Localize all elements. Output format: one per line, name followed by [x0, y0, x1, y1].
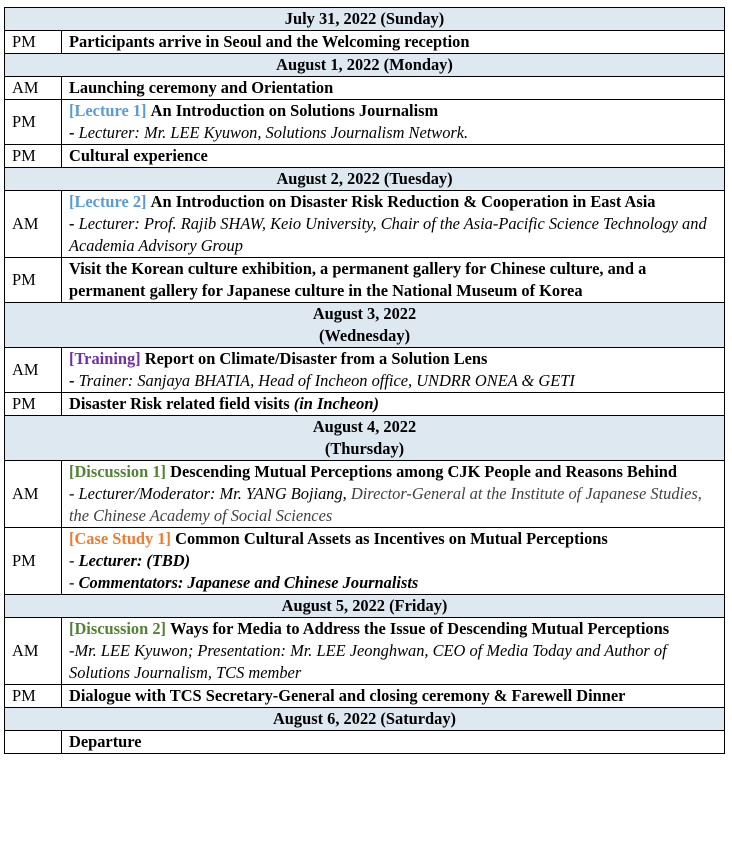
event-detail: Lecturer: Prof. Rajib SHAW, Keio University, Chair of the Asia-Pacific Science Technology and Academia Advisory Group: [69, 214, 707, 255]
time-cell: PM: [5, 528, 62, 595]
session-tag: [Discussion 2]: [69, 619, 166, 638]
schedule-row: [5, 731, 725, 754]
time-cell: PM: [5, 100, 62, 145]
session-tag: [Lecture 2]: [69, 192, 147, 211]
event-detail-affiliation: Director-General at the Institute of Japanese Studies, the Chinese Academy of Social Sciences: [69, 484, 702, 525]
day-header: [5, 168, 725, 191]
day-header: [5, 416, 725, 461]
time-cell: [5, 731, 62, 754]
event-title: An Introduction on Solutions Journalism: [150, 101, 439, 120]
schedule-row: [5, 145, 725, 168]
event-cell: [62, 618, 725, 685]
event-title: Dialogue with TCS Secretary-General and closing ceremony & Farewell Dinner: [62, 685, 725, 708]
event-title: Ways for Media to Address the Issue of Descending Mutual Perceptions: [170, 619, 670, 638]
event-detail: Lecturer: (TBD): [78, 551, 191, 570]
event-detail: -Mr. LEE Kyuwon; Presentation: Mr. LEE Jeonghwan, CEO of Media Today and Author of Solutions Journalism, TCS member: [69, 641, 667, 682]
event-title: Launching ceremony and Orientation: [62, 77, 725, 100]
schedule-row: [5, 100, 725, 145]
time-cell: AM: [5, 77, 62, 100]
event-note: (in Incheon): [293, 394, 379, 413]
schedule-row: [5, 258, 725, 303]
schedule-table: [4, 7, 725, 754]
schedule-row: [5, 685, 725, 708]
schedule-row: [5, 528, 725, 595]
event-detail: Lecturer: Mr. LEE Kyuwon, Solutions Journalism Network.: [78, 123, 469, 142]
event-title: Report on Climate/Disaster from a Solution Lens: [144, 349, 488, 368]
day-date: August 5, 2022 (Friday): [5, 595, 725, 618]
day-date: August 6, 2022 (Saturday): [5, 708, 725, 731]
event-cell: [Lecture 2] An Introduction on Disaster Risk Reduction & Cooperation in East Asia - Lecturer: Prof. Rajib SHAW, Keio University, Chair of the Asia-Pacific Science Technology and Academia Advisory Group: [62, 191, 725, 258]
day-date: August 3, 2022 (Wednesday): [5, 303, 725, 348]
schedule-row: [5, 77, 725, 100]
day-date: August 2, 2022 (Tuesday): [5, 168, 725, 191]
event-title: Descending Mutual Perceptions among CJK People and Reasons Behind: [170, 462, 678, 481]
schedule-row: [5, 191, 725, 258]
time-cell: PM: [5, 685, 62, 708]
event-detail: - Lecturer/Moderator: Mr. YANG Bojiang,: [69, 484, 347, 503]
event-cell: [Lecture 1] An Introduction on Solutions Journalism - Lecturer: Mr. LEE Kyuwon, Solutions Journalism Network.: [62, 100, 725, 145]
time-cell: PM: [5, 393, 62, 416]
session-tag: [Lecture 1]: [69, 101, 147, 120]
event-title: Common Cultural Assets as Incentives on Mutual Perceptions: [175, 529, 608, 548]
event-title: Visit the Korean culture exhibition, a permanent gallery for Chinese culture, and a permanent gallery for Japanese culture in the National Museum of Korea: [62, 258, 725, 303]
schedule-row: [5, 618, 725, 685]
event-cell: [Case Study 1] Common Cultural Assets as Incentives on Mutual Perceptions - Lecturer: (TBD) - Commentators: Japanese and Chinese Journalists: [62, 528, 725, 595]
time-cell: AM: [5, 348, 62, 393]
time-cell: PM: [5, 145, 62, 168]
day-header: [5, 595, 725, 618]
day-header: [5, 54, 725, 77]
session-tag: [Case Study 1]: [69, 529, 171, 548]
event-detail: Trainer: Sanjaya BHATIA, Head of Incheon office, UNDRR ONEA & GETI: [78, 371, 575, 390]
time-cell: AM: [5, 461, 62, 528]
schedule-row: [5, 393, 725, 416]
time-cell: PM: [5, 258, 62, 303]
event-title: Disaster Risk related field visits: [69, 394, 290, 413]
event-cell: [62, 393, 725, 416]
session-tag: [Training]: [69, 349, 141, 368]
event-detail: Commentators: Japanese and Chinese Journalists: [78, 573, 419, 592]
schedule-row: [5, 461, 725, 528]
event-cell: [62, 461, 725, 528]
event-title: An Introduction on Disaster Risk Reduction & Cooperation in East Asia: [150, 192, 656, 211]
event-title: Departure: [62, 731, 725, 754]
day-header: [5, 708, 725, 731]
day-date: August 4, 2022 (Thursday): [5, 416, 725, 461]
time-cell: PM: [5, 31, 62, 54]
day-header: [5, 8, 725, 31]
event-cell: [Training] Report on Climate/Disaster from a Solution Lens - Trainer: Sanjaya BHATIA, Head of Incheon office, UNDRR ONEA & GETI: [62, 348, 725, 393]
event-title: Participants arrive in Seoul and the Welcoming reception: [62, 31, 725, 54]
day-header: [5, 303, 725, 348]
schedule-row: [5, 348, 725, 393]
time-cell: AM: [5, 191, 62, 258]
session-tag: [Discussion 1]: [69, 462, 166, 481]
event-title: Cultural experience: [62, 145, 725, 168]
day-date: August 1, 2022 (Monday): [5, 54, 725, 77]
day-date: July 31, 2022 (Sunday): [5, 8, 725, 31]
time-cell: AM: [5, 618, 62, 685]
schedule-row: [5, 31, 725, 54]
